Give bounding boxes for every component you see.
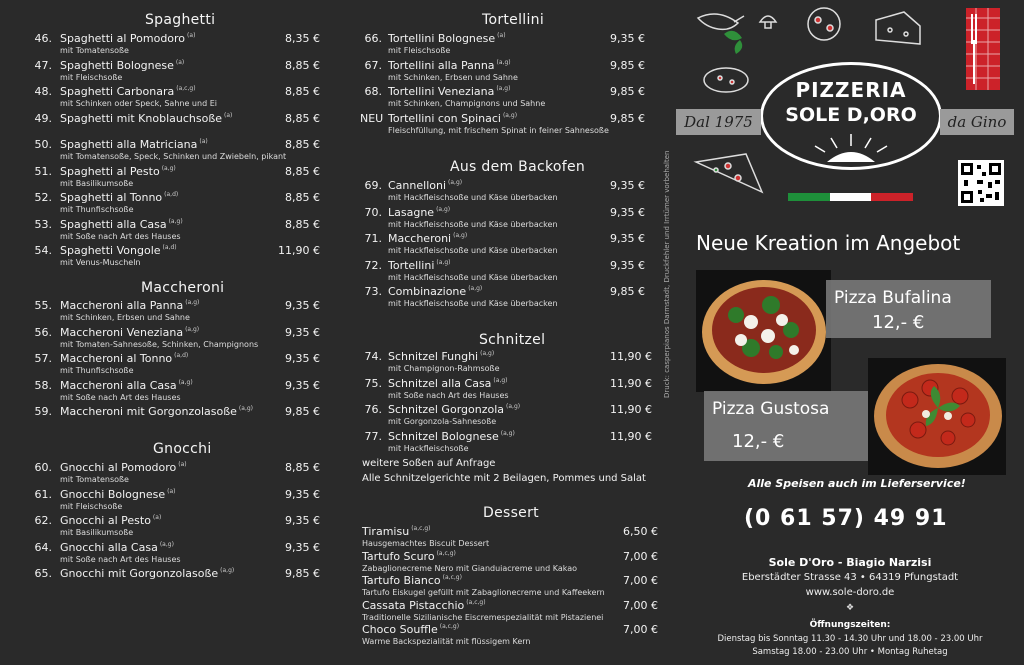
pizza-bufalina-photo: [696, 270, 831, 392]
item-name: Lasagne $^{(a,g)}$: [388, 205, 451, 219]
item-description: Traditionelle Sizilianische Eiscremespezialität mit Pistazienei: [362, 612, 604, 622]
item-number: 55.: [34, 299, 52, 312]
item-description: mit Venus-Muscheln: [60, 258, 141, 267]
pizza-gustosa-photo: [868, 358, 1006, 475]
item-price: 7,00 €: [623, 549, 658, 563]
item-number: 65.: [34, 567, 52, 580]
menu-item: [360, 599, 660, 625]
section-title-gnocchi: Gnocchi: [153, 441, 212, 457]
item-price: 8,35 €: [285, 32, 320, 45]
item-number: 61.: [34, 487, 52, 501]
address: Eberstädter Strasse 43 • 64319 Pfungstadt: [741, 572, 959, 583]
cheese-icon: [876, 12, 920, 44]
item-description: mit Hackfleischsoße und Käse überbacken: [388, 219, 558, 229]
menu-item: [30, 488, 330, 514]
item-name: Tortellini alla Panna $^{(a,g)}$: [388, 58, 511, 72]
allergen-code: (a): [187, 32, 196, 40]
item-name: Gnocchi Bolognese $^{(a)}$: [60, 487, 176, 501]
item-price: 11,90 €: [610, 403, 652, 416]
menu-item: [360, 574, 660, 600]
allergen-code: (a,g): [238, 405, 253, 413]
item-name: Schnitzel Funghi $^{(a,g)}$: [388, 350, 495, 363]
item-number: 73.: [364, 285, 382, 298]
item-price: 8,85 €: [285, 85, 320, 98]
item-name: Tortellini $^{(a,g)}$: [388, 258, 451, 272]
allergen-code: (a,g): [468, 285, 483, 293]
allergen-code: (a,g): [178, 378, 193, 386]
item-description: mit Basilikumsoße: [60, 178, 134, 188]
item-number: 48.: [34, 85, 52, 98]
item-name: Choco Souffle $^{(a,c,g)}$: [362, 623, 460, 636]
item-description: mit Schinken, Erbsen und Sahne: [388, 72, 518, 82]
item-price: 9,35 €: [610, 258, 645, 272]
pizza-sketch-icon: [808, 8, 840, 40]
owner-badge: da Gino: [940, 109, 1014, 135]
item-name: Spaghetti al Pesto $^{(a,g)}$: [60, 164, 176, 178]
item-description: mit Soße nach Art des Hauses: [60, 231, 181, 241]
item-price: 11,90 €: [278, 244, 320, 257]
item-price: 9,35 €: [285, 325, 320, 339]
allergen-code: (a,g): [436, 205, 451, 213]
item-price: 9,35 €: [610, 205, 645, 219]
menu-item: [30, 138, 330, 164]
item-name: Gnocchi mit Gorgonzolasoße $^{(a,g)}$: [60, 567, 235, 580]
item-number: 56.: [34, 325, 52, 339]
allergen-code: (a,g): [436, 258, 451, 266]
item-number: 53.: [34, 217, 52, 231]
allergen-code: (a,g): [161, 164, 176, 172]
item-name: Spaghetti al Tonno $^{(a,d)}$: [60, 191, 179, 204]
menu-item: [360, 32, 660, 58]
item-name: Combinazione $^{(a,g)}$: [388, 285, 483, 298]
item-description: mit Hackfleischsoße und Käse überbacken: [388, 193, 558, 202]
item-price: 9,85 €: [285, 405, 320, 418]
print-note: Druck: casperpianos Darmstadt, Druckfehler und Irrtümer vorbehalten: [663, 150, 671, 398]
allergen-code: (a,g): [496, 85, 511, 93]
item-description: mit Schinken oder Speck, Sahne und Ei: [60, 99, 217, 108]
item-price: 9,85 €: [610, 285, 645, 298]
item-description: mit Schinken, Erbsen und Sahne: [60, 313, 190, 322]
item-name: Tortellini con Spinaci $^{(a,g)}$: [388, 111, 518, 125]
allergen-code: (a,g): [448, 179, 463, 187]
item-name: Spaghetti al Pomodoro $^{(a)}$: [60, 32, 196, 45]
allergen-code: (a,c,g): [411, 525, 431, 533]
item-description: mit Soße nach Art des Hauses: [60, 392, 181, 402]
allergen-code: (a,g): [185, 325, 200, 333]
item-price: 8,85 €: [285, 461, 320, 474]
item-name: Spaghetti alla Matriciana $^{(a)}$: [60, 138, 208, 151]
hours-line-2: Samstag 18.00 - 23.00 Uhr • Montag Ruhetag: [752, 647, 948, 657]
item-description: mit Hackfleischsoße und Käse überbacken: [388, 246, 558, 255]
item-number: 75.: [364, 376, 382, 390]
allergen-code: (a,g): [500, 429, 515, 437]
item-number: 51.: [34, 164, 52, 178]
item-number: 47.: [34, 58, 52, 72]
logo-sun-icon: [791, 132, 911, 172]
item-name: Maccheroni Veneziana $^{(a,g)}$: [60, 325, 200, 339]
item-description: mit Schinken, Champignons und Sahne: [388, 99, 546, 108]
item-description: mit Tomatensoße: [60, 475, 129, 484]
left-column: [0, 0, 330, 665]
allergen-code: (a,g): [453, 232, 468, 240]
item-price: 6,50 €: [623, 525, 658, 538]
item-price: 8,85 €: [285, 58, 320, 72]
middle-column: [355, 0, 665, 665]
item-description: mit Hackfleischsoße und Käse überbacken: [388, 272, 558, 282]
allergen-code: (a): [167, 487, 176, 495]
menu-item: [30, 326, 330, 352]
item-number: 71.: [364, 232, 382, 245]
item-description: mit Hackfleischsoße und Käse überbacken: [388, 299, 558, 308]
logo-main-text: SOLE D,ORO: [785, 104, 917, 126]
item-price: 7,00 €: [623, 623, 658, 636]
item-name: Gnocchi al Pesto $^{(a)}$: [60, 514, 162, 527]
menu-item: [360, 59, 660, 85]
allergen-code: (a,d): [164, 191, 179, 199]
item-number: 57.: [34, 352, 52, 365]
item-price: 8,85 €: [285, 164, 320, 178]
allergen-code: (a,d): [174, 352, 189, 360]
promo-headline: Neue Kreation im Angebot: [696, 231, 961, 255]
item-name: Gnocchi al Pomodoro $^{(a)}$: [60, 461, 187, 474]
item-number: 69.: [364, 179, 382, 192]
item-name: Schnitzel alla Casa $^{(a,g)}$: [388, 376, 508, 390]
item-description: mit Tomatensoße: [60, 46, 129, 55]
menu-item: [30, 567, 330, 593]
allergen-code: (a,g): [480, 350, 495, 358]
item-price: 8,85 €: [285, 111, 320, 125]
item-number: 74.: [364, 350, 382, 363]
promo-card-gustosa: [704, 391, 872, 461]
item-price: 9,35 €: [610, 179, 645, 192]
item-description: Zabaglionecreme Nero mit Gianduiacreme und Kakao: [362, 563, 578, 573]
item-name: Gnocchi alla Casa $^{(a,g)}$: [60, 540, 174, 554]
menu-item: [360, 550, 660, 576]
item-number: 50.: [34, 138, 52, 151]
allergen-code: (a,c,g): [176, 85, 196, 93]
item-number: 58.: [34, 378, 52, 392]
allergen-code: (a,c,g): [442, 574, 462, 582]
item-description: mit Hackfleischsoße: [388, 443, 469, 453]
item-name: Schnitzel Bolognese $^{(a,g)}$: [388, 429, 515, 443]
menu-item: [360, 525, 660, 551]
qr-code: [958, 160, 1004, 206]
item-name: Tartufo Scuro $^{(a,c,g)}$: [362, 549, 456, 563]
mushroom-icon: [760, 16, 776, 28]
company-name: Sole D'Oro - Biagio Narzisi: [768, 556, 932, 569]
section-title-maccheroni: Maccheroni: [141, 280, 225, 296]
item-number: 60.: [34, 461, 52, 474]
allergen-code: (a): [152, 514, 162, 522]
allergen-code: (a,g): [496, 58, 511, 66]
item-number: 68.: [364, 85, 382, 98]
item-name: Schnitzel Gorgonzola $^{(a,g)}$: [388, 403, 521, 416]
logo-top-text: PIZZERIA: [795, 78, 907, 102]
item-number: 72.: [364, 258, 382, 272]
menu-item: [30, 112, 330, 138]
item-description: Fleischfüllung, mit frischem Spinat in feiner Sahnesoße: [388, 125, 609, 135]
item-description: mit Champignon-Rahmsoße: [388, 364, 500, 373]
item-number: 77.: [364, 429, 382, 443]
menu-item: [360, 85, 660, 111]
item-number: 59.: [34, 405, 52, 418]
menu-item: [360, 350, 660, 376]
item-name: Maccheroni alla Panna $^{(a,g)}$: [60, 299, 200, 312]
allergen-code: (a,g): [502, 111, 518, 119]
item-description: Tartufo Eiskugel gefüllt mit Zabaglionecreme und Kaffeekern: [362, 588, 605, 597]
allergen-code: (a,c,g): [436, 549, 456, 557]
item-price: 9,85 €: [285, 567, 320, 580]
cutlery-icon: [966, 8, 1000, 90]
allergen-code: (a,c,g): [466, 598, 486, 606]
item-price: 9,35 €: [285, 514, 320, 527]
menu-item: [30, 165, 330, 191]
item-description: mit Tomatensoße, Speck, Schinken und Zwiebeln, pikant: [60, 152, 287, 161]
right-panel: [676, 0, 1024, 665]
item-price: 9,85 €: [610, 85, 645, 98]
menu-item: [360, 206, 660, 232]
item-price: 11,90 €: [610, 429, 652, 443]
item-description: mit Fleischsoße: [60, 501, 123, 511]
pizza-slice-icon: [696, 154, 762, 192]
section-title-schnitzel: Schnitzel: [479, 332, 546, 348]
menu-item: [360, 112, 660, 138]
item-price: 9,35 €: [285, 352, 320, 365]
item-number: 62.: [34, 514, 52, 527]
item-name: Tortellini Veneziana $^{(a,g)}$: [388, 85, 511, 98]
item-number: 64.: [34, 540, 52, 554]
item-price: 8,85 €: [285, 138, 320, 151]
item-price: 8,85 €: [285, 191, 320, 204]
item-name: Spaghetti Vongole $^{(a,d)}$: [60, 244, 177, 257]
item-number: 49.: [34, 111, 52, 125]
menu-item: [30, 379, 330, 405]
menu-item: [30, 461, 330, 487]
item-name: Tiramisu $^{(a,c,g)}$: [362, 525, 431, 538]
item-description: mit Thunfischsoße: [60, 366, 134, 375]
item-number: 54.: [34, 244, 52, 257]
salami-icon: [704, 68, 748, 92]
allergen-code: (a): [175, 58, 185, 66]
since-badge: Dal 1975: [676, 109, 761, 135]
item-price: 9,85 €: [610, 111, 645, 125]
item-number: 76.: [364, 403, 382, 416]
item-price: 9,35 €: [610, 232, 645, 245]
item-name: Maccheroni al Tonno $^{(a,d)}$: [60, 352, 189, 365]
pizza-gustosa-name: Pizza Gustosa: [712, 399, 830, 419]
menu-item: [30, 244, 330, 270]
section-title-backofen: Aus dem Backofen: [450, 159, 586, 175]
pizza-bufalina-price: 12,- €: [872, 312, 925, 333]
allergen-code: (a): [224, 111, 233, 119]
item-price: 11,90 €: [610, 350, 652, 363]
section-title-tortellini: Tortellini: [482, 12, 545, 28]
allergen-code: (a,g): [220, 567, 235, 575]
menu-item: [30, 405, 330, 431]
menu-item: [30, 541, 330, 567]
ornament-icon: ❖: [845, 603, 855, 613]
item-name: Spaghetti alla Casa $^{(a,g)}$: [60, 217, 183, 231]
menu-item: [30, 514, 330, 540]
pizza-gustosa-price: 12,- €: [732, 431, 785, 452]
item-price: 9,35 €: [610, 32, 645, 45]
allergen-code: (a,g): [159, 540, 174, 548]
section-title-spaghetti: Spaghetti: [145, 12, 216, 28]
menu-item: [360, 232, 660, 258]
menu-item: [360, 179, 660, 205]
allergen-code: (a,g): [493, 376, 508, 384]
item-description: mit Soße nach Art des Hauses: [60, 554, 181, 564]
item-number: 46.: [34, 32, 52, 45]
allergen-code: (a,g): [506, 403, 521, 411]
item-number: 66.: [364, 32, 382, 45]
menu-item: [360, 377, 660, 403]
menu-item: [360, 403, 660, 429]
item-name: Spaghetti Carbonara $^{(a,c,g)}$: [60, 85, 196, 98]
item-description: mit Soße nach Art des Hauses: [388, 390, 509, 400]
item-name: Spaghetti mit Knoblauchsoße $^{(a)}$: [60, 111, 233, 125]
item-price: 9,35 €: [285, 487, 320, 501]
item-price: 8,85 €: [285, 217, 320, 231]
menu-item: [30, 59, 330, 85]
phone-number: (0 61 57) 49 91: [744, 506, 948, 531]
item-price: 7,00 €: [623, 598, 658, 612]
item-name: Maccheroni $^{(a,g)}$: [388, 232, 468, 245]
menu-item: [30, 85, 330, 111]
item-number: 70.: [364, 205, 382, 219]
item-description: Warme Backspezialität mit flüssigem Kern: [362, 637, 531, 646]
item-price: 9,85 €: [610, 58, 645, 72]
item-description: Hausgemachtes Biscuit Dessert: [362, 539, 490, 548]
item-price: 9,35 €: [285, 378, 320, 392]
menu-item: [30, 32, 330, 58]
menu-item: [30, 218, 330, 244]
item-description: mit Thunfischsoße: [60, 205, 134, 214]
item-price: 11,90 €: [610, 376, 652, 390]
allergen-code: (a): [497, 32, 506, 40]
hours-line-1: Dienstag bis Sonntag 11.30 - 14.30 Uhr und 18.00 - 23.00 Uhr: [717, 634, 983, 644]
menu-item: [360, 623, 660, 649]
item-number: NEU: [360, 111, 384, 125]
item-description: mit Gorgonzola-Sahnesoße: [388, 417, 497, 426]
item-description: mit Fleischsoße: [60, 72, 123, 82]
pizza-bufalina-name: Pizza Bufalina: [834, 288, 952, 308]
delivery-note: Alle Speisen auch im Lieferservice!: [748, 477, 966, 490]
item-number: 52.: [34, 191, 52, 204]
allergen-code: (a,c,g): [439, 623, 460, 631]
website-link[interactable]: www.sole-doro.de: [805, 587, 895, 598]
item-price: 9,35 €: [285, 299, 320, 312]
item-price: 9,35 €: [285, 540, 320, 554]
item-name: Tortellini Bolognese $^{(a)}$: [388, 32, 506, 45]
item-description: mit Tomaten-Sahnesoße, Schinken, Champignons: [60, 339, 259, 349]
item-description: mit Fleischsoße: [388, 46, 451, 55]
allergen-code: (a,g): [168, 217, 183, 225]
menu-item: [30, 352, 330, 378]
item-name: Maccheroni mit Gorgonzolasoße $^{(a,g)}$: [60, 405, 253, 418]
shrimp-icon: [698, 14, 744, 29]
item-description: mit Basilikumsoße: [60, 528, 134, 537]
item-name: Cannelloni $^{(a,g)}$: [388, 179, 463, 192]
hours-title: Öffnungszeiten:: [809, 620, 891, 630]
allergen-code: (a,g): [185, 299, 200, 307]
item-name: Maccheroni alla Casa $^{(a,g)}$: [60, 378, 193, 392]
item-price: 7,00 €: [623, 574, 658, 587]
schnitzel-note-sauces: weitere Soßen auf Anfrage: [362, 458, 496, 469]
menu-item: [360, 430, 660, 456]
menu-item: [30, 299, 330, 325]
item-name: Tartufo Bianco $^{(a,c,g)}$: [362, 574, 462, 587]
menu-item: [30, 191, 330, 217]
item-name: Cassata Pistacchio $^{(a,c,g)}$: [362, 598, 486, 612]
allergen-code: (a): [199, 138, 208, 146]
menu-item: [360, 259, 660, 285]
basil-leaf-icon: [724, 31, 742, 54]
item-name: Spaghetti Bolognese $^{(a)}$: [60, 58, 185, 72]
menu-item: [360, 285, 660, 311]
schnitzel-note-sides: Alle Schnitzelgerichte mit 2 Beilagen, Pommes und Salat: [362, 473, 646, 484]
section-title-dessert: Dessert: [483, 505, 539, 521]
allergen-code: (a,d): [162, 244, 177, 252]
promo-card-bufalina: [826, 280, 991, 338]
item-number: 67.: [364, 58, 382, 72]
allergen-code: (a): [178, 461, 187, 469]
italian-flag-bar: [788, 193, 913, 201]
